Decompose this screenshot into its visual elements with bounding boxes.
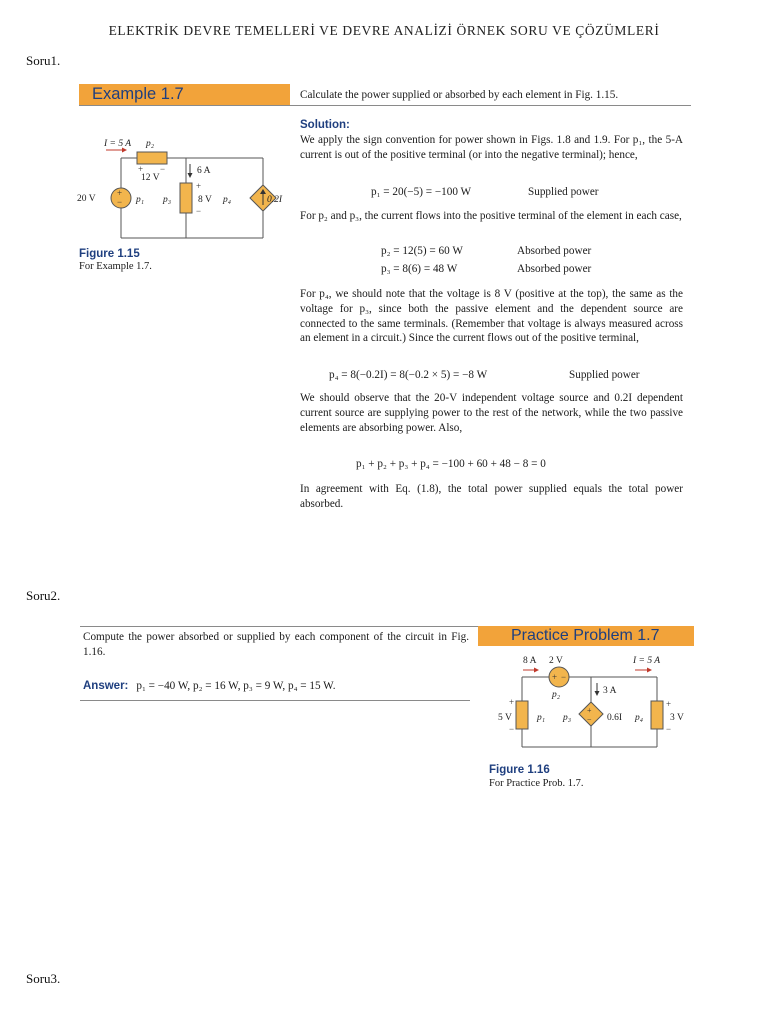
equation-p1-note: Supplied power — [528, 186, 599, 198]
solution-paragraph-1: We apply the sign convention for power shown in Figs. 1.8 and 1.9. For p₁, the 5-A current is out of the positive terminal (or into the negative terminal); hence, — [300, 134, 683, 161]
resistor-p1 — [516, 701, 528, 729]
svg-text:−: − — [587, 715, 592, 724]
label-12v: 12 V — [141, 173, 160, 183]
figure-1-16-circuit — [490, 650, 700, 762]
label-current-i: I = 5 A — [633, 656, 661, 666]
practice-answer-line — [83, 676, 336, 694]
question-label-2: Soru2. — [26, 588, 61, 603]
equation-p2-note: Absorbed power — [517, 245, 592, 257]
figure-1-15-circuit — [76, 128, 292, 250]
label-2v: 2 V — [549, 656, 563, 666]
label-p3: p₃ — [163, 195, 172, 205]
label-8v: 8 V — [198, 195, 212, 205]
solution-paragraph-5: In agreement with Eq. (1.8), the total power supplied equals the total power absorbed. — [300, 483, 683, 510]
equation-p3-note: Absorbed power — [517, 263, 592, 275]
label-5v: 5 V — [498, 713, 512, 723]
svg-text:+: + — [587, 706, 592, 715]
svg-text:+: + — [509, 697, 515, 707]
svg-text:−: − — [666, 724, 672, 734]
label-p3: p₃ — [563, 713, 572, 723]
svg-text:−: − — [509, 724, 515, 734]
practice-tag — [478, 626, 694, 646]
label-p4: p₄ — [635, 713, 644, 723]
label-6a: 6 A — [197, 166, 211, 176]
svg-text:−: − — [160, 164, 166, 174]
equation-sum: p₁ + p₂ + p₃ + p₄ = −100 + 60 + 48 − 8 = 0 — [356, 458, 546, 470]
answer-label: Answer: — [83, 680, 129, 692]
equation-p2: p₂ = 12(5) = 60 W — [381, 245, 463, 257]
example-problem: Calculate the power supplied or absorbed by each element in Fig. 1.15. — [300, 89, 619, 101]
figure-1-15-caption: For Example 1.7. — [79, 261, 152, 272]
practice-tag-label: Practice Problem 1.7 — [511, 627, 660, 644]
svg-text:+: + — [552, 672, 558, 682]
label-8a: 8 A — [523, 656, 537, 666]
question-label-1: Soru1. — [26, 53, 61, 68]
example-rule — [79, 105, 691, 106]
resistor-p2 — [137, 152, 167, 164]
practice-bottom-rule — [80, 700, 470, 701]
figure-1-15-title: Figure 1.15 — [79, 248, 140, 260]
label-dep-source: 0.2I — [267, 195, 283, 205]
label-p2: p₂ — [146, 139, 155, 149]
label-p4: p₄ — [223, 195, 232, 205]
figure-1-16-title: Figure 1.16 — [489, 764, 550, 776]
document-title: ELEKTRİK DEVRE TEMELLERİ VE DEVRE ANALİZİ ÖRNEK SORU VE ÇÖZÜMLERİ — [108, 23, 660, 38]
solution-heading: Solution: — [300, 119, 350, 131]
label-3a: 3 A — [603, 686, 617, 696]
svg-text:+: + — [196, 181, 202, 191]
svg-text:−: − — [561, 672, 567, 682]
label-p1: p₁ — [136, 195, 145, 205]
label-current-i: I = 5 A — [104, 139, 132, 149]
equation-p4: p₄ = 8(−0.2I) = 8(−0.2 × 5) = −8 W — [329, 369, 488, 381]
label-20v: 20 V — [77, 194, 96, 204]
label-p1: p₁ — [537, 713, 546, 723]
answer-values: p₁ = −40 W, p₂ = 16 W, p₃ = 9 W, p₄ = 15 W. — [136, 680, 336, 692]
label-3v: 3 V — [670, 713, 684, 723]
example-tag-label: Example 1.7 — [92, 85, 184, 103]
svg-text:−: − — [196, 206, 202, 216]
svg-text:+: + — [138, 164, 144, 174]
svg-text:−: − — [117, 197, 123, 207]
solution-paragraph-3: For p₄, we should note that the voltage is 8 V (positive at the top), the same as the voltage for p₃, since both the passive element and the dependent source are connected to the same terminals. (Remember that voltage is always measured across an element in a circuit.) Since the current flows out of the positive terminal, — [300, 288, 683, 345]
resistor-p3 — [180, 183, 192, 213]
example-tag — [79, 84, 290, 105]
figure-1-16-caption: For Practice Prob. 1.7. — [489, 778, 584, 789]
solution-paragraph-4: We should observe that the 20-V independent voltage source and 0.2I dependent current source are supplying power to the rest of the network, while the two passive elements are absorbing power. Also, — [300, 392, 683, 434]
equation-p4-note: Supplied power — [569, 369, 640, 381]
label-dep-source: 0.6I — [607, 713, 623, 723]
question-label-3: Soru3. — [26, 971, 61, 986]
solution-paragraph-2: For p₂ and p₃, the current flows into the positive terminal of the element in each case, — [300, 210, 682, 222]
svg-text:+: + — [666, 699, 672, 709]
equation-p3: p₃ = 8(6) = 48 W — [381, 263, 458, 275]
label-p2: p₂ — [552, 690, 561, 700]
practice-problem: Compute the power absorbed or supplied by each component of the circuit in Fig. 1.16. — [83, 631, 469, 658]
svg-text:+: + — [117, 188, 123, 198]
equation-p1: p₁ = 20(−5) = −100 W — [371, 186, 472, 198]
resistor-p4 — [651, 701, 663, 729]
